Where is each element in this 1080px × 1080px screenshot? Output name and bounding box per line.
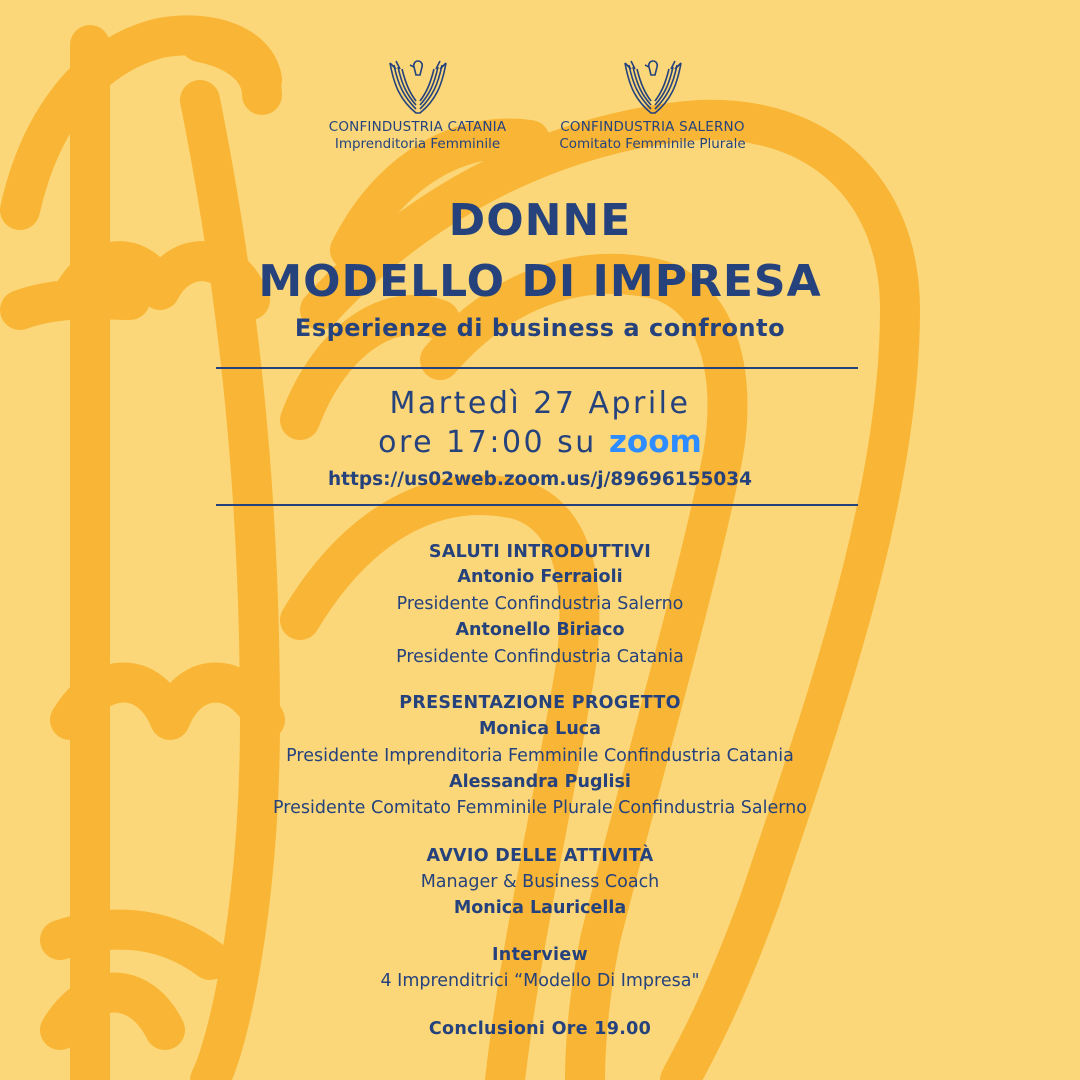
- confindustria-eagle-icon: [386, 55, 450, 117]
- zoom-link[interactable]: https://us02web.zoom.us/j/89696155034: [328, 469, 752, 490]
- section-heading-saluti: SALUTI INTRODUTTIVI: [428, 542, 652, 562]
- speaker-role: Manager & Business Coach: [420, 872, 660, 892]
- logo-org-subtitle: Imprenditoria Femminile: [334, 136, 501, 152]
- logo-org-name: CONFINDUSTRIA SALERNO: [560, 119, 745, 135]
- subtitle: Esperienze di business a confronto: [294, 314, 786, 342]
- section-heading-avvio: AVVIO DELLE ATTIVITÀ: [426, 846, 654, 866]
- section-heading-interview: Interview: [492, 945, 588, 965]
- event-time: [0, 424, 1080, 460]
- confindustria-eagle-icon: [621, 55, 685, 117]
- title-line-1: DONNE: [448, 195, 632, 246]
- speaker-name: Monica Lauricella: [453, 898, 627, 918]
- speaker-role: Presidente Confindustria Catania: [396, 647, 684, 667]
- speaker-name: Monica Luca: [479, 719, 601, 739]
- speaker-role: Presidente Imprenditoria Femminile Confindustria Catania: [286, 746, 794, 766]
- divider-bottom: [216, 504, 858, 506]
- interview-text: 4 Imprenditrici “Modello Di Impresa": [380, 971, 700, 991]
- zoom-logo: zoom: [608, 424, 702, 460]
- event-date: Martedì 27 Aprile: [389, 386, 691, 421]
- divider-top: [216, 367, 858, 369]
- logo-confindustria-catania: [310, 55, 525, 153]
- event-time-text: ore 17:00 su: [378, 425, 597, 460]
- speaker-name: Alessandra Puglisi: [449, 772, 631, 792]
- logo-confindustria-salerno: [540, 55, 765, 153]
- conclusioni: Conclusioni Ore 19.00: [428, 1019, 652, 1039]
- section-heading-presentazione: PRESENTAZIONE PROGETTO: [399, 693, 681, 713]
- title-line-2: MODELLO DI IMPRESA: [258, 256, 822, 307]
- logo-org-name: CONFINDUSTRIA CATANIA: [328, 119, 507, 135]
- speaker-name: Antonio Ferraioli: [457, 567, 623, 587]
- logo-org-subtitle: Comitato Femminile Plurale: [559, 136, 746, 152]
- speaker-role: Presidente Confindustria Salerno: [396, 594, 684, 614]
- speaker-name: Antonello Biriaco: [455, 620, 625, 640]
- speaker-role: Presidente Comitato Femminile Plurale Confindustria Salerno: [273, 798, 807, 818]
